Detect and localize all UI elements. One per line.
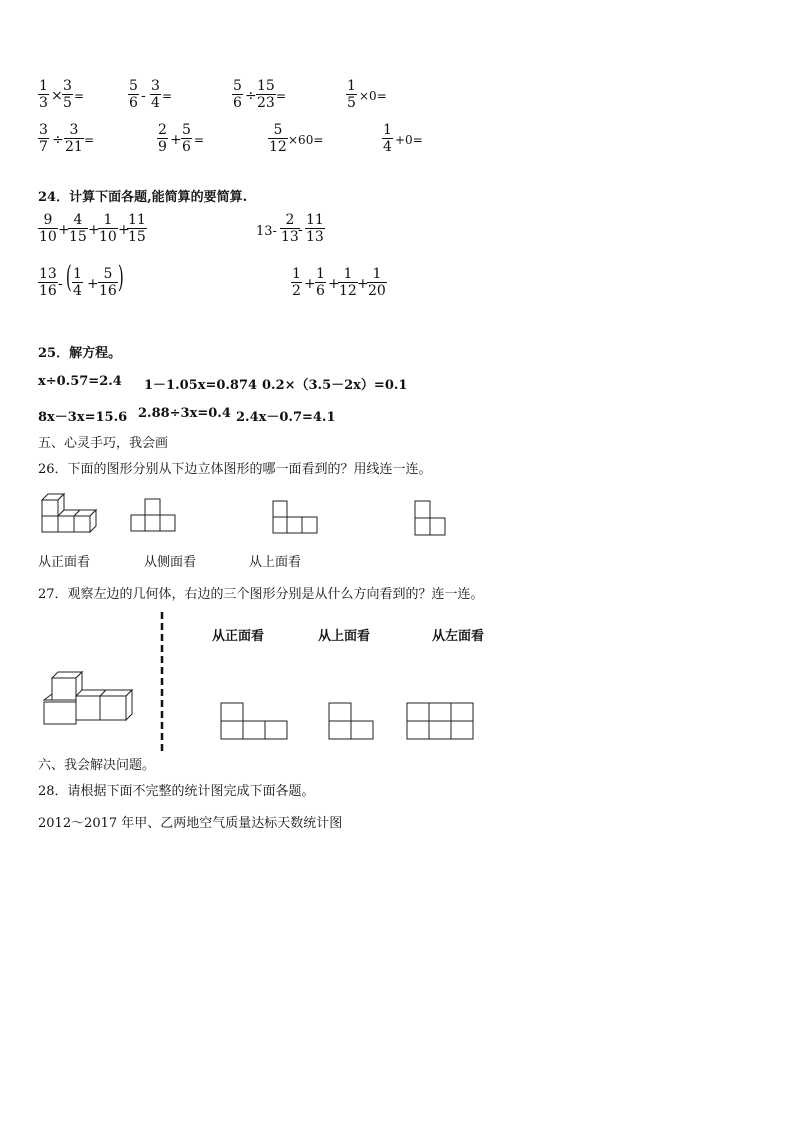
denominator: 6 <box>233 95 242 111</box>
operator: ÷ <box>245 88 257 104</box>
fraction <box>291 266 302 299</box>
numerator: 5 <box>273 122 283 138</box>
equation: 1－1.05x=0.874 <box>144 378 258 393</box>
fraction <box>338 266 358 299</box>
numerator: 4 <box>73 212 83 228</box>
denominator: 6 <box>316 283 325 299</box>
denominator: 21 <box>65 139 83 155</box>
operator: + <box>58 222 70 238</box>
operator: + <box>304 276 316 292</box>
fraction <box>280 212 300 245</box>
denominator: 20 <box>368 283 386 299</box>
denominator: 10 <box>99 229 117 245</box>
denominator: 13 <box>281 229 299 245</box>
fraction <box>157 122 168 155</box>
question-25-title: 25．解方程。 <box>38 346 122 361</box>
denominator: 5 <box>63 95 72 111</box>
q26-label-side: 从侧面看 <box>144 555 197 570</box>
numerator: 1 <box>316 266 325 282</box>
numerator: 3 <box>69 122 79 138</box>
denominator: 12 <box>269 139 287 155</box>
numerator: 1 <box>103 212 113 228</box>
q27-label-front: 从正面看 <box>212 629 265 644</box>
fraction <box>150 78 161 111</box>
fraction <box>268 122 288 155</box>
fraction <box>232 78 243 111</box>
q27-solid-figure <box>42 666 142 726</box>
numerator: 1 <box>343 266 353 282</box>
fraction <box>346 78 357 111</box>
denominator: 4 <box>73 283 82 299</box>
q27-view-shape-2 <box>328 702 376 740</box>
numerator: 1 <box>372 266 382 282</box>
q26-view-shape-2 <box>272 500 318 534</box>
operator: × <box>51 88 63 104</box>
fraction <box>38 212 58 245</box>
chart-title: 2012～2017 年甲、乙两地空气质量达标天数统计图 <box>38 816 343 831</box>
equation: 2.88÷3x=0.4 <box>138 406 231 421</box>
plus-zero: +0= <box>395 133 423 147</box>
fraction <box>64 122 84 155</box>
fraction <box>62 78 73 111</box>
leading-number: 13- <box>256 224 277 239</box>
q26-view-shape-1 <box>130 498 176 532</box>
equals-sign: = <box>194 133 205 147</box>
numerator: 3 <box>151 78 160 94</box>
operator: - <box>58 276 63 292</box>
denominator: 7 <box>39 139 48 155</box>
denominator: 16 <box>99 283 117 299</box>
equation: 2.4x－0.7=4.1 <box>236 410 336 425</box>
operator: ÷ <box>52 132 64 148</box>
numerator: 5 <box>103 266 113 282</box>
numerator: 5 <box>129 78 138 94</box>
q26-label-top: 从上面看 <box>249 555 302 570</box>
equals-sign: = <box>84 133 95 147</box>
denominator: 23 <box>257 95 275 111</box>
numerator: 11 <box>306 212 324 228</box>
equals-sign: = <box>162 89 173 103</box>
q27-label-left: 从左面看 <box>432 629 485 644</box>
question-26-title: 26．下面的图形分别从下边立体图形的哪一面看到的？用线连一连。 <box>38 462 432 477</box>
times-zero: ×0= <box>359 89 387 103</box>
fraction <box>128 78 139 111</box>
numerator: 1 <box>73 266 82 282</box>
question-27-title: 27．观察左边的几何体，右边的三个图形分别是从什么方向看到的？连一连。 <box>38 587 484 602</box>
fraction <box>305 212 325 245</box>
denominator: 15 <box>69 229 87 245</box>
operator: + <box>118 222 130 238</box>
fraction <box>72 266 83 299</box>
q26-view-shape-3 <box>414 500 446 536</box>
section-6-title: 六、我会解决问题。 <box>38 758 156 773</box>
q26-label-front: 从正面看 <box>38 555 91 570</box>
numerator: 3 <box>39 122 48 138</box>
left-paren: ( <box>65 260 72 295</box>
equation: 8x－3x=15.6 <box>38 410 128 425</box>
denominator: 15 <box>128 229 146 245</box>
denominator: 6 <box>182 139 191 155</box>
denominator: 5 <box>347 95 356 111</box>
denominator: 10 <box>39 229 57 245</box>
operator: + <box>88 222 100 238</box>
numerator: 5 <box>233 78 242 94</box>
numerator: 13 <box>39 266 57 282</box>
fraction <box>382 122 393 155</box>
fraction <box>256 78 276 111</box>
fraction <box>38 122 49 155</box>
denominator: 6 <box>129 95 138 111</box>
equals-sign: = <box>276 89 287 103</box>
numerator: 9 <box>43 212 53 228</box>
numerator: 5 <box>182 122 191 138</box>
times-sixty: ×60= <box>288 133 324 147</box>
operator: + <box>87 276 99 292</box>
fraction <box>68 212 88 245</box>
numerator: 1 <box>39 78 48 94</box>
dashed-divider <box>160 612 164 752</box>
fraction <box>367 266 387 299</box>
numerator: 1 <box>292 266 301 282</box>
fraction <box>315 266 326 299</box>
denominator: 9 <box>158 139 167 155</box>
equation: 0.2×（3.5－2x）=0.1 <box>262 378 408 393</box>
numerator: 3 <box>63 78 72 94</box>
numerator: 11 <box>128 212 146 228</box>
equals-sign: = <box>74 89 85 103</box>
fraction <box>127 212 147 245</box>
denominator: 16 <box>39 283 57 299</box>
denominator: 3 <box>39 95 48 111</box>
q27-view-shape-3 <box>406 702 474 740</box>
fraction <box>181 122 192 155</box>
right-paren: ) <box>117 260 124 295</box>
denominator: 4 <box>383 139 392 155</box>
q26-solid-figure <box>38 490 102 536</box>
fraction <box>98 212 118 245</box>
question-24-title: 24．计算下面各题,能简算的要简算. <box>38 190 248 205</box>
denominator: 2 <box>292 283 301 299</box>
numerator: 1 <box>347 78 356 94</box>
fraction <box>98 266 118 299</box>
denominator: 12 <box>339 283 357 299</box>
numerator: 2 <box>158 122 167 138</box>
fraction <box>38 266 58 299</box>
numerator: 1 <box>383 122 392 138</box>
numerator: 2 <box>285 212 295 228</box>
operator: - <box>298 222 303 238</box>
operator: - <box>141 88 146 104</box>
operator: + <box>357 276 369 292</box>
denominator: 13 <box>306 229 324 245</box>
numerator: 15 <box>257 78 275 94</box>
q27-view-shape-1 <box>220 702 288 740</box>
denominator: 4 <box>151 95 160 111</box>
equation: x÷0.57=2.4 <box>38 374 122 389</box>
q27-label-top: 从上面看 <box>318 629 371 644</box>
operator: + <box>170 132 182 148</box>
operator: + <box>328 276 340 292</box>
section-5-title: 五、心灵手巧，我会画 <box>38 436 169 451</box>
question-28-title: 28．请根据下面不完整的统计图完成下面各题。 <box>38 784 315 799</box>
fraction <box>38 78 49 111</box>
